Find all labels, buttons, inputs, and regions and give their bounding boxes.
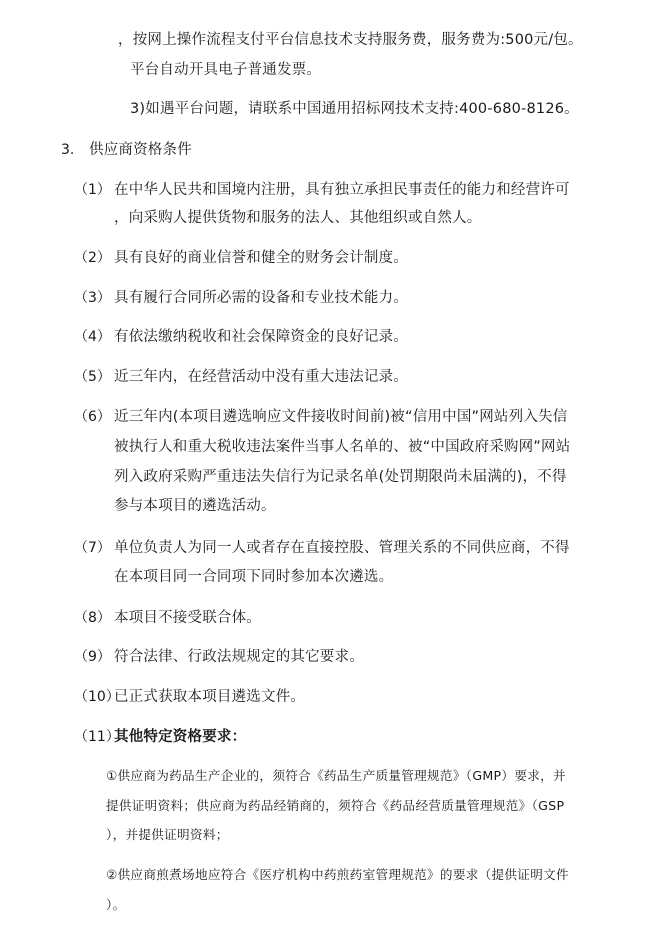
item-number: （6） bbox=[74, 409, 111, 425]
item-number: （4） bbox=[74, 329, 111, 345]
special-requirement-line: ②供应商煎煮场地应符合《医疗机构中药煎药室管理规范》的要求（提供证明文件 bbox=[106, 867, 569, 882]
item-text: 具有良好的商业信誉和健全的财务会计制度。 bbox=[114, 250, 408, 266]
item-text: ，向采购人提供货物和服务的法人、其他组织或自然人。 bbox=[114, 210, 482, 226]
special-requirement-line: ）。 bbox=[106, 897, 126, 912]
item-text: 参与本项目的遴选活动。 bbox=[114, 498, 276, 514]
item-number: （11） bbox=[74, 729, 120, 745]
item-number: （3） bbox=[74, 290, 111, 306]
item-text: 已正式获取本项目遴选文件。 bbox=[114, 689, 306, 705]
item-text: 列入政府采购严重违法失信行为记录名单(处罚期限尚未届满的)，不得 bbox=[114, 469, 567, 485]
item-number: （8） bbox=[74, 610, 111, 626]
special-requirement-line: ①供应商为药品生产企业的，须符合《药品生产质量管理规范》（GMP）要求，并 bbox=[106, 768, 566, 783]
item-number: （10） bbox=[74, 689, 120, 705]
item-text: 有依法缴纳税收和社会保障资金的良好记录。 bbox=[114, 329, 408, 345]
intro-line: ，按网上操作流程支付平台信息技术支持服务费，服务费为:500元/包。 bbox=[118, 32, 583, 48]
item-number: （9） bbox=[74, 649, 111, 665]
item-text: 符合法律、行政法规规定的其它要求。 bbox=[114, 649, 364, 665]
section-number: 3. bbox=[61, 142, 75, 158]
item-text: 近三年内，在经营活动中没有重大违法记录。 bbox=[114, 369, 408, 385]
item-text: 在中华人民共和国境内注册，具有独立承担民事责任的能力和经营许可 bbox=[114, 182, 570, 198]
item-text: 单位负责人为同一人或者存在直接控股、管理关系的不同供应商，不得 bbox=[114, 540, 570, 556]
item-text: 被执行人和重大税收违法案件当事人名单的、被“中国政府采购网”网站 bbox=[114, 439, 571, 455]
item-number: （2） bbox=[74, 250, 111, 266]
item-text-bold: 其他特定资格要求： bbox=[114, 729, 247, 745]
item-number: （1） bbox=[74, 182, 111, 198]
item-text: 具有履行合同所必需的设备和专业技术能力。 bbox=[114, 290, 408, 306]
item-number: （5） bbox=[74, 369, 111, 385]
special-requirement-line: ），并提供证明资料； bbox=[106, 827, 229, 842]
item-text: 近三年内(本项目遴选响应文件接收时间前)被“信用中国”网站列入失信 bbox=[114, 409, 568, 425]
intro-line: 3)如遇平台问题，请联系中国通用招标网技术支持:400-680-8126。 bbox=[130, 101, 579, 117]
item-text: 在本项目同一合同项下同时参加本次遴选。 bbox=[114, 569, 394, 585]
intro-line: 平台自动开具电子普通发票。 bbox=[130, 62, 322, 78]
item-text: 本项目不接受联合体。 bbox=[114, 610, 261, 626]
special-requirement-line: 提供证明资料；供应商为药品经销商的，须符合《药品经营质量管理规范》（GSP bbox=[106, 798, 565, 813]
item-number: （7） bbox=[74, 540, 111, 556]
section-title: 供应商资格条件 bbox=[89, 142, 192, 158]
